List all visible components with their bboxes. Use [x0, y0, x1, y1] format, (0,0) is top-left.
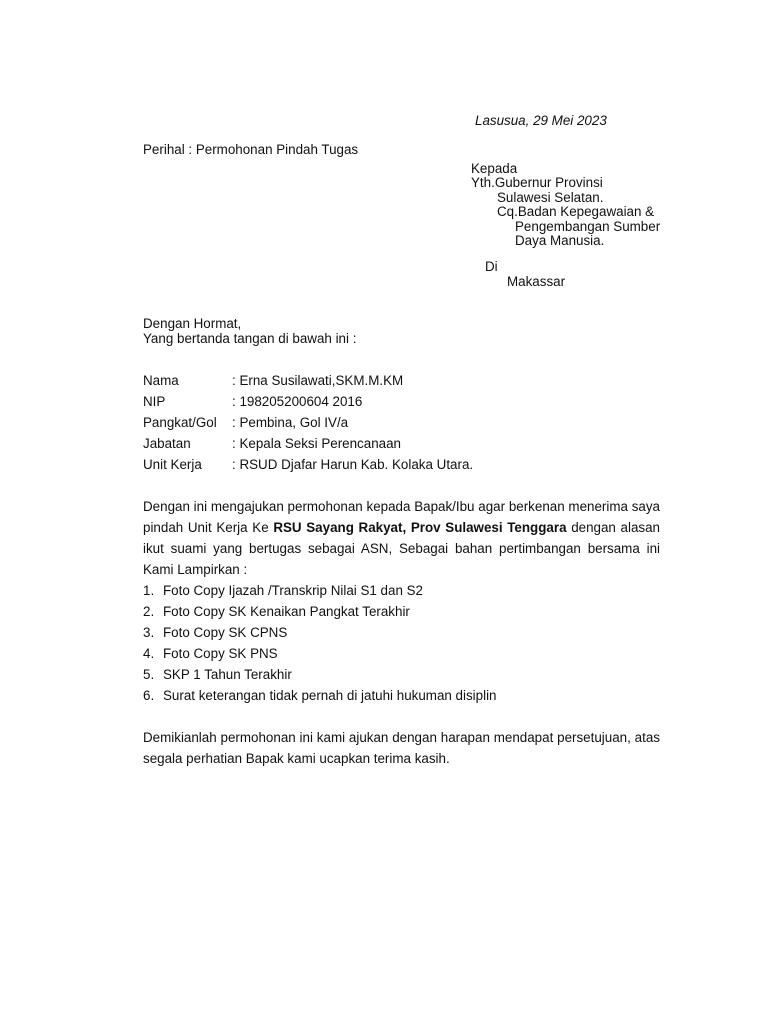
field-row: [143, 372, 473, 393]
list-item: [143, 624, 497, 645]
field-row: [143, 456, 473, 477]
field-label: Nama: [143, 373, 179, 388]
list-item: [143, 603, 497, 624]
letter-subject: Perihal : Permohonan Pindah Tugas: [143, 142, 359, 157]
list-item: [143, 645, 497, 666]
list-number: 2.: [143, 604, 155, 619]
identity-fields: [143, 372, 473, 477]
field-value: : Erna Susilawati,SKM.M.KM: [232, 373, 404, 388]
field-value: : Kepala Seksi Perencanaan: [232, 436, 401, 451]
request-paragraph: [143, 496, 660, 580]
attachment-list: [143, 582, 497, 708]
recipient-city: Makassar: [507, 273, 566, 289]
field-value: : Pembina, Gol IV/a: [232, 415, 349, 430]
recipient-line: Sulawesi Selatan.: [497, 189, 604, 205]
list-number: 4.: [143, 646, 155, 661]
letter-date: Lasusua, 29 Mei 2023: [475, 113, 607, 128]
field-value: : 198205200604 2016: [232, 394, 363, 409]
field-row: [143, 435, 473, 456]
list-number: 3.: [143, 625, 155, 640]
list-text: SKP 1 Tahun Terakhir: [163, 667, 292, 682]
recipient-di: Di: [485, 259, 498, 275]
list-text: Surat keterangan tidak pernah di jatuhi hukuman disiplin: [163, 688, 497, 703]
greeting-line: Dengan Hormat,: [143, 316, 242, 331]
list-item: [143, 582, 497, 603]
field-label: Unit Kerja: [143, 457, 202, 472]
destination-unit: RSU Sayang Rakyat, Prov Sulawesi Tenggara: [273, 520, 567, 535]
list-number: 6.: [143, 688, 155, 703]
field-label: NIP: [143, 394, 166, 409]
list-item: [143, 687, 497, 708]
recipient-line: Pengembangan Sumber: [515, 218, 661, 234]
list-text: Foto Copy SK PNS: [163, 646, 278, 661]
greeting-line: Yang bertanda tangan di bawah ini :: [143, 331, 357, 346]
list-number: 1.: [143, 583, 155, 598]
greeting-block: [143, 316, 356, 346]
request-text: Dengan ini mengajukan permohonan kepada Bapak/Ibu agar berkenan menerima saya pindah Unit Kerja Ke: [143, 499, 660, 535]
list-text: Foto Copy SK Kenaikan Pangkat Terakhir: [163, 604, 410, 619]
recipient-line: Cq.Badan Kepegawaian &: [497, 204, 655, 220]
field-row: [143, 393, 473, 414]
recipient-line: Yth.Gubernur Provinsi: [471, 175, 603, 191]
list-text: Foto Copy Ijazah /Transkrip Nilai S1 dan S2: [163, 583, 423, 598]
field-label: Pangkat/Gol: [143, 415, 217, 430]
recipient-line: Kepada: [471, 161, 518, 176]
field-row: [143, 414, 473, 435]
field-value: : RSUD Djafar Harun Kab. Kolaka Utara.: [232, 457, 474, 472]
recipient-line: Daya Manusia.: [515, 232, 605, 248]
list-text: Foto Copy SK CPNS: [163, 625, 288, 640]
closing-paragraph: Demikianlah permohonan ini kami ajukan dengan harapan mendapat persetujuan, atas segala perhatian Bapak kami ucapkan terima kasih.: [143, 730, 660, 766]
request-text: dengan alasan ikut suami yang bertugas sebagai ASN, Sebagai bahan pertimbangan bersama ini Kami Lampirkan :: [143, 520, 660, 577]
list-item: [143, 666, 497, 687]
recipient-block: [471, 162, 660, 289]
list-number: 5.: [143, 667, 155, 682]
field-label: Jabatan: [143, 436, 191, 451]
